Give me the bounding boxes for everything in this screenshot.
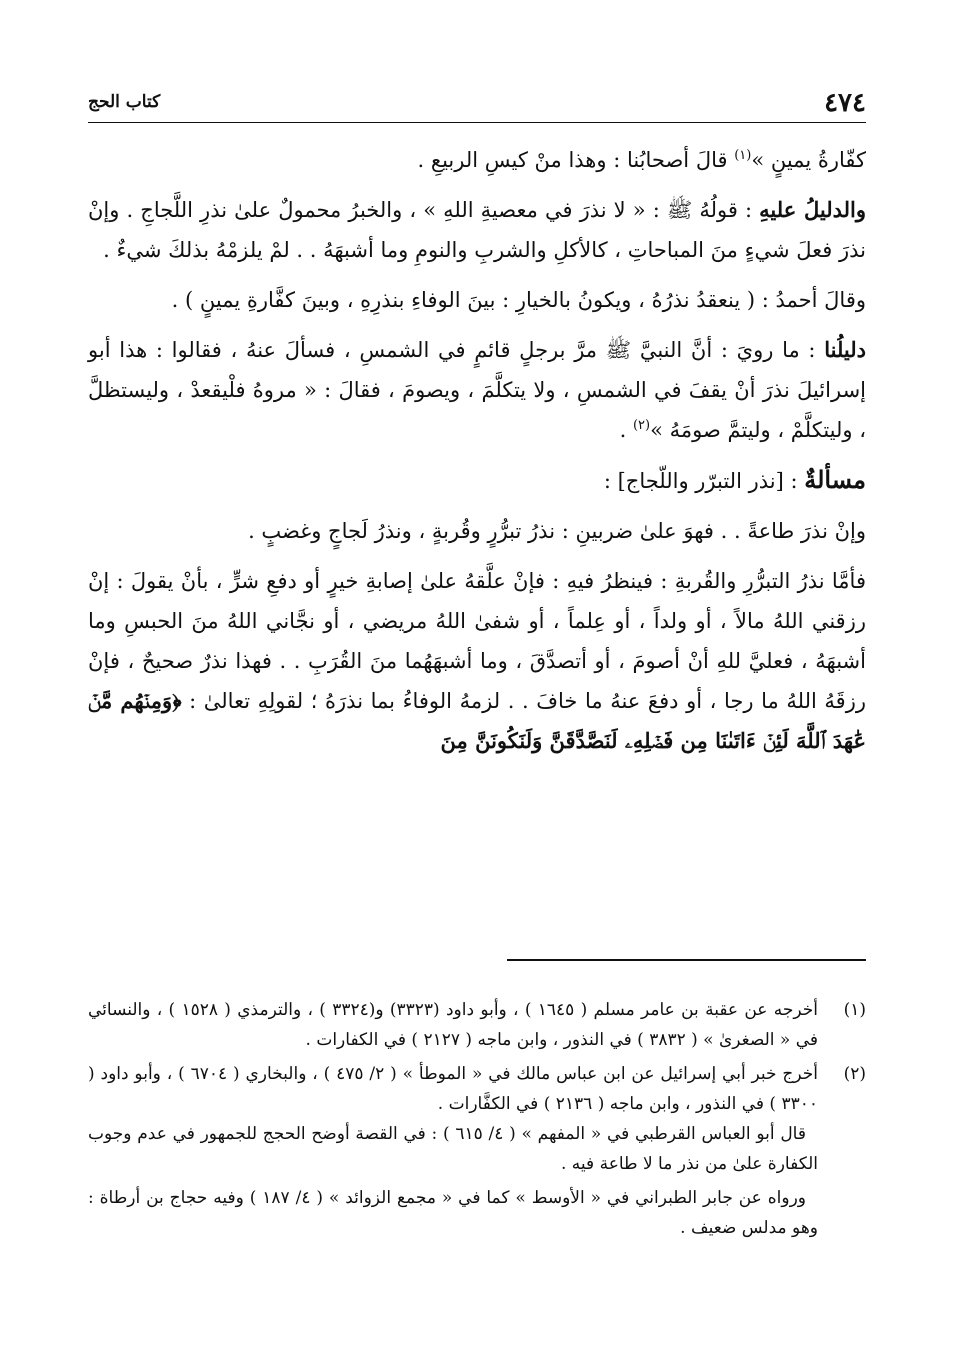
running-title: كتاب الحج xyxy=(88,92,161,112)
paragraph-2 xyxy=(88,190,866,270)
paragraph-3 xyxy=(88,280,866,320)
footnote-1 xyxy=(88,995,866,1055)
paragraph-1-text: كفّارةُ يمينٍ » xyxy=(751,148,866,172)
paragraph-5 xyxy=(88,511,866,551)
section-title: : [نذر التبرّر واللّجاج] : xyxy=(603,469,805,493)
paragraph-1-rest: قالَ أصحابُنا : وهذا منْ كيسِ الربيعِ . xyxy=(417,148,735,172)
footnote-2 xyxy=(88,1059,866,1243)
paragraph-3-text: وقالَ أحمدُ : ( ينعقدُ نذرُهُ ، ويكونُ بالخيارِ : بينَ الوفاءِ بنذرِهِ ، وبينَ كفَّارةِ يمينٍ ) . xyxy=(171,288,866,312)
paragraph-2-lead: والدليلُ عليهِ xyxy=(759,197,866,222)
paragraph-6 xyxy=(88,561,866,761)
paragraph-5-text: وإنْ نذرَ طاعةً . . فهوَ علىٰ ضربينِ : نذرُ تبرُّرٍ وقُربةٍ ، ونذرُ لَجاجٍ وغضبٍ . xyxy=(248,519,866,543)
section-label: مسألةٌ xyxy=(804,465,866,494)
paragraph-4 xyxy=(88,330,866,450)
page-number: ٤٧٤ xyxy=(824,88,866,118)
quran-verse: ﴿وَمِنۡهُم مَّنۡ عَٰهَدَ ٱللَّهَ لَئِنۡ ءَاتَىٰنَا مِن فَضۡلِهِۦ لَنَصَّدَّقَنَّ وَلَنَكُونَنَّ مِنَ xyxy=(88,688,866,753)
footnotes xyxy=(88,995,866,1247)
paragraph-2-text: : قولُهُ ﷺ : « لا نذرَ في معصيةِ اللهِ » ، والخبرُ محمولٌ علىٰ نذرِ اللَّجاجِ . وإنْ نذرَ فعلَ شيءٍ منَ المباحاتِ ، كالأكلِ والشربِ والنومِ وما أشبهَهُ . . لمْ يلزمْهُ بذلكَ شيءٌ . xyxy=(88,198,866,262)
section-heading xyxy=(88,460,866,501)
footnote-1-number: (١) xyxy=(843,1000,866,1020)
paragraph-4-end: . xyxy=(619,418,633,442)
footnote-2-note-2: ورواه عن جابر الطبراني في « الأوسط » كما في « مجمع الزوائد » ( ٤/ ١٨٧ ) وفيه حجاج بن أرطاة : وهو مدلس ضعيف . xyxy=(88,1188,818,1238)
paragraph-6-text: فأمَّا نذرُ التبرُّرِ والقُربةِ : فينظرُ فيهِ : فإنْ علَّقهُ علىٰ إصابةِ خيرٍ أو دفعِ شرٍّ ، بأنْ يقولَ : إنْ رزقني اللهُ مالاً ، أو ولداً ، أو عِلماً ، أو شفىٰ اللهُ مريضي ، أو نجَّاني اللهُ منَ الحبسِ وما أشبهَهُ ، فعليَّ للهِ أنْ أصومَ ، أو أتصدَّقَ ، وما أشبهَهُما منَ القُرَبِ . . فهذا نذرٌ صحيحٌ ، فإنْ رزقَهُ اللهُ ما رجا ، أو دفعَ عنهُ ما خافَ . . لزمهُ الوفاءُ بما نذرَهُ ؛ لقولِهِ تعالىٰ : xyxy=(88,569,867,713)
footnote-ref-1: (١) xyxy=(734,148,752,163)
main-text xyxy=(88,140,866,771)
footnote-1-text: أخرجه عن عقبة بن عامر مسلم ( ١٦٤٥ ) ، وأبو داود (٣٣٢٣) و(٣٣٢٤ ) ، والترمذي ( ١٥٢٨ ) ، والنسائي في « الصغرىٰ » ( ٣٨٣٢ ) في النذور ، وابن ماجه ( ٢١٢٧ ) في الكفارات . xyxy=(88,1000,818,1050)
footnote-divider xyxy=(507,959,866,961)
footnote-2-text: أخرج خبر أبي إسرائيل عن ابن عباس مالك في « الموطأ » ( ٢/ ٤٧٥ ) ، والبخاري ( ٦٧٠٤ ) ، وأبو داود ( ٣٣٠٠ ) في النذور ، وابن ماجه ( ٢١٣٦ ) في الكفَّارات . xyxy=(88,1064,818,1114)
footnote-2-note-1: قال أبو العباس القرطبي في « المفهم » ( ٤/ ٦١٥ ) : في القصة أوضح الحجج للجمهور في عدم وجوب الكفارة علىٰ من نذر ما لا طاعة فيه . xyxy=(88,1124,818,1174)
paragraph-4-lead: دليلُنا xyxy=(824,337,866,362)
footnote-ref-2: (٢) xyxy=(632,418,651,433)
page-header xyxy=(88,88,866,123)
footnote-2-number: (٢) xyxy=(843,1064,866,1084)
paragraph-1 xyxy=(88,140,866,180)
paragraph-4-text: : ما رويَ : أنَّ النبيَّ ﷺ مرَّ برجلٍ قائمٍ في الشمسِ ، فسألَ عنهُ ، فقالوا : هذا أبو إسرائيلَ نذرَ أنْ يقفَ في الشمسِ ، ولا يتكلَّمَ ، ويصومَ ، فقالَ : « مروهُ فلْيقعدْ ، وليستظلَّ ، وليتكلَّمْ ، وليتمَّ صومَهُ » xyxy=(88,338,866,442)
